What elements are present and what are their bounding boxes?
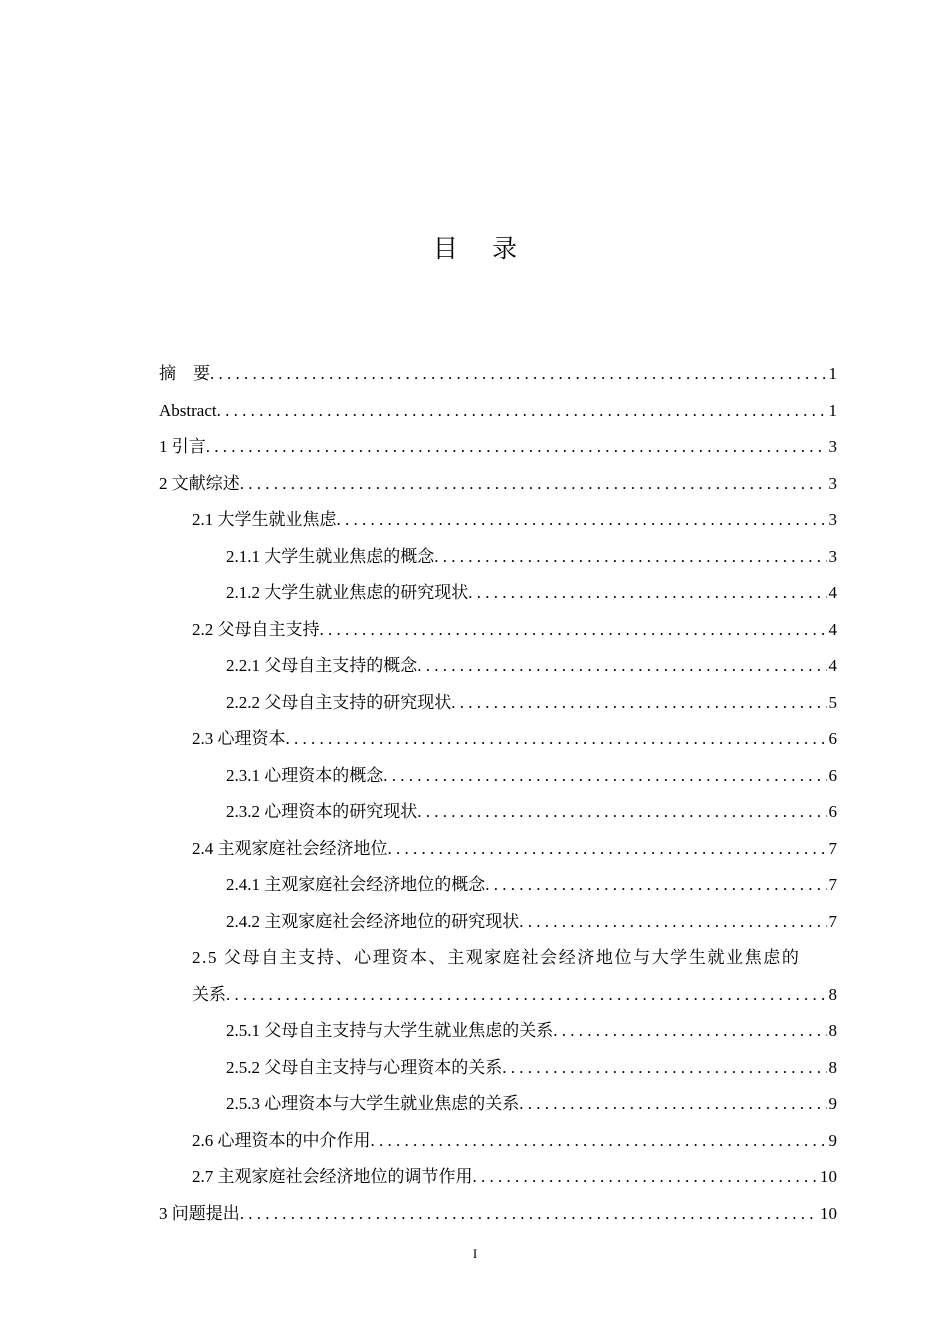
toc-entry[interactable] — [159, 867, 837, 904]
toc-dot-leader — [206, 429, 827, 466]
toc-entry-page: 9 — [828, 1094, 837, 1113]
toc-entry[interactable] — [159, 393, 837, 430]
toc-entry-label: 2.2 父母自主支持 — [192, 619, 320, 639]
toc-entry[interactable] — [159, 1123, 837, 1160]
toc-entry-page: 7 — [828, 875, 837, 894]
toc-entry-label: 2.2.2 父母自主支持的研究现状 — [226, 692, 452, 712]
toc-entry-page: 6 — [828, 802, 837, 821]
toc-entry-page: 3 — [828, 437, 837, 456]
toc-entry-page: 4 — [828, 583, 837, 602]
toc-dot-leader — [388, 831, 827, 868]
toc-dot-leader — [240, 1196, 818, 1233]
toc-entry-label: 2.1.1 大学生就业焦虑的概念 — [226, 546, 435, 566]
toc-entry[interactable] — [159, 940, 837, 977]
toc-entry-label: 2.6 心理资本的中介作用 — [192, 1130, 371, 1150]
toc-entry[interactable] — [159, 356, 837, 393]
toc-dot-leader — [417, 794, 826, 831]
toc-dot-leader — [434, 539, 826, 576]
toc-entry[interactable] — [159, 685, 837, 722]
toc-entry-label: 2.1.2 大学生就业焦虑的研究现状 — [226, 583, 469, 602]
toc-dot-leader — [468, 575, 826, 612]
toc-title: 目 录 — [432, 236, 532, 263]
toc-entry[interactable] — [159, 1196, 837, 1233]
toc-entry[interactable] — [159, 575, 837, 612]
toc-entry-page: 1 — [828, 364, 837, 383]
toc-dot-leader — [519, 1086, 826, 1123]
toc-entry-page: 7 — [828, 838, 837, 858]
toc-entry-label: 1 引言 — [159, 437, 206, 456]
toc-dot-leader — [217, 393, 827, 430]
toc-entry[interactable] — [159, 1013, 837, 1050]
toc-entry-label: 2.3.1 心理资本的概念 — [226, 765, 384, 785]
toc-entry-label: 2.4 主观家庭社会经济地位 — [192, 838, 388, 858]
toc-entry-label: 摘 要 — [159, 364, 210, 383]
toc-entry-label: 2.3 心理资本 — [192, 729, 286, 748]
toc-entry-label: 2.4.1 主观家庭社会经济地位的概念 — [226, 875, 486, 894]
toc-entry[interactable] — [159, 1086, 837, 1123]
toc-entry-label: Abstract — [159, 400, 217, 420]
toc-entry-page: 1 — [828, 400, 837, 420]
toc-entry-page: 9 — [828, 1130, 837, 1150]
toc-dot-leader — [210, 356, 827, 393]
toc-entry-label: 2.5.1 父母自主支持与大学生就业焦虑的关系 — [226, 1021, 554, 1040]
toc-entry-label: 2.5.2 父母自主支持与心理资本的关系 — [226, 1057, 503, 1077]
toc-entry[interactable] — [159, 831, 837, 868]
toc-entry-page: 6 — [828, 765, 837, 785]
page-number: I — [472, 1246, 478, 1261]
toc-entry[interactable] — [159, 539, 837, 576]
toc-entry-page: 8 — [828, 984, 837, 1004]
toc-entry-label: 2.3.2 心理资本的研究现状 — [226, 802, 418, 821]
toc-entry[interactable] — [159, 977, 837, 1014]
toc-dot-leader — [473, 1159, 819, 1196]
toc-entry[interactable] — [159, 502, 837, 539]
toc-entry[interactable] — [159, 721, 837, 758]
toc-entry[interactable] — [159, 612, 837, 649]
toc-dot-leader — [240, 466, 827, 503]
toc-entry-page: 5 — [828, 692, 837, 712]
toc-entry-label: 3 问题提出 — [159, 1203, 240, 1223]
toc-entry-page: 10 — [820, 1167, 837, 1186]
toc-entry-page: 6 — [828, 729, 837, 748]
toc-entry[interactable] — [159, 466, 837, 503]
toc-entry-page: 3 — [828, 473, 837, 493]
toc-dot-leader — [337, 502, 827, 539]
toc-entry[interactable] — [159, 648, 837, 685]
table-of-contents — [159, 356, 837, 1232]
toc-dot-leader — [371, 1123, 827, 1160]
toc-entry-label: 2.5 父母自主支持、心理资本、主观家庭社会经济地位与大学生就业焦虑的 — [192, 948, 801, 967]
toc-dot-leader — [320, 612, 827, 649]
toc-entry-page: 4 — [828, 656, 837, 675]
toc-entry-page: 7 — [828, 911, 837, 931]
toc-entry-page: 3 — [828, 510, 837, 529]
toc-entry[interactable] — [159, 1159, 837, 1196]
toc-entry-page: 8 — [828, 1057, 837, 1077]
toc-entry-page: 10 — [820, 1203, 837, 1223]
toc-entry-page: 4 — [828, 619, 837, 639]
toc-entry-label: 2.5.3 心理资本与大学生就业焦虑的关系 — [226, 1094, 520, 1113]
toc-dot-leader — [502, 1050, 826, 1087]
toc-entry-label: 2.4.2 主观家庭社会经济地位的研究现状 — [226, 911, 520, 931]
toc-entry-page: 8 — [828, 1021, 837, 1040]
toc-dot-leader — [553, 1013, 826, 1050]
toc-dot-leader — [417, 648, 826, 685]
toc-entry[interactable] — [159, 794, 837, 831]
toc-entry[interactable] — [159, 429, 837, 466]
toc-entry-label: 2.1 大学生就业焦虑 — [192, 510, 337, 529]
toc-dot-leader — [286, 721, 827, 758]
toc-entry-page: 3 — [828, 546, 837, 566]
toc-entry-label: 2.2.1 父母自主支持的概念 — [226, 656, 418, 675]
toc-dot-leader — [485, 867, 826, 904]
toc-dot-leader — [226, 977, 827, 1014]
toc-dot-leader — [451, 685, 826, 722]
toc-entry[interactable] — [159, 1050, 837, 1087]
toc-entry[interactable] — [159, 758, 837, 795]
toc-entry[interactable] — [159, 904, 837, 941]
toc-dot-leader — [383, 758, 826, 795]
toc-entry-label: 2 文献综述 — [159, 473, 240, 493]
toc-dot-leader — [519, 904, 826, 941]
toc-entry-label: 关系 — [192, 984, 226, 1004]
toc-entry-label: 2.7 主观家庭社会经济地位的调节作用 — [192, 1167, 473, 1186]
